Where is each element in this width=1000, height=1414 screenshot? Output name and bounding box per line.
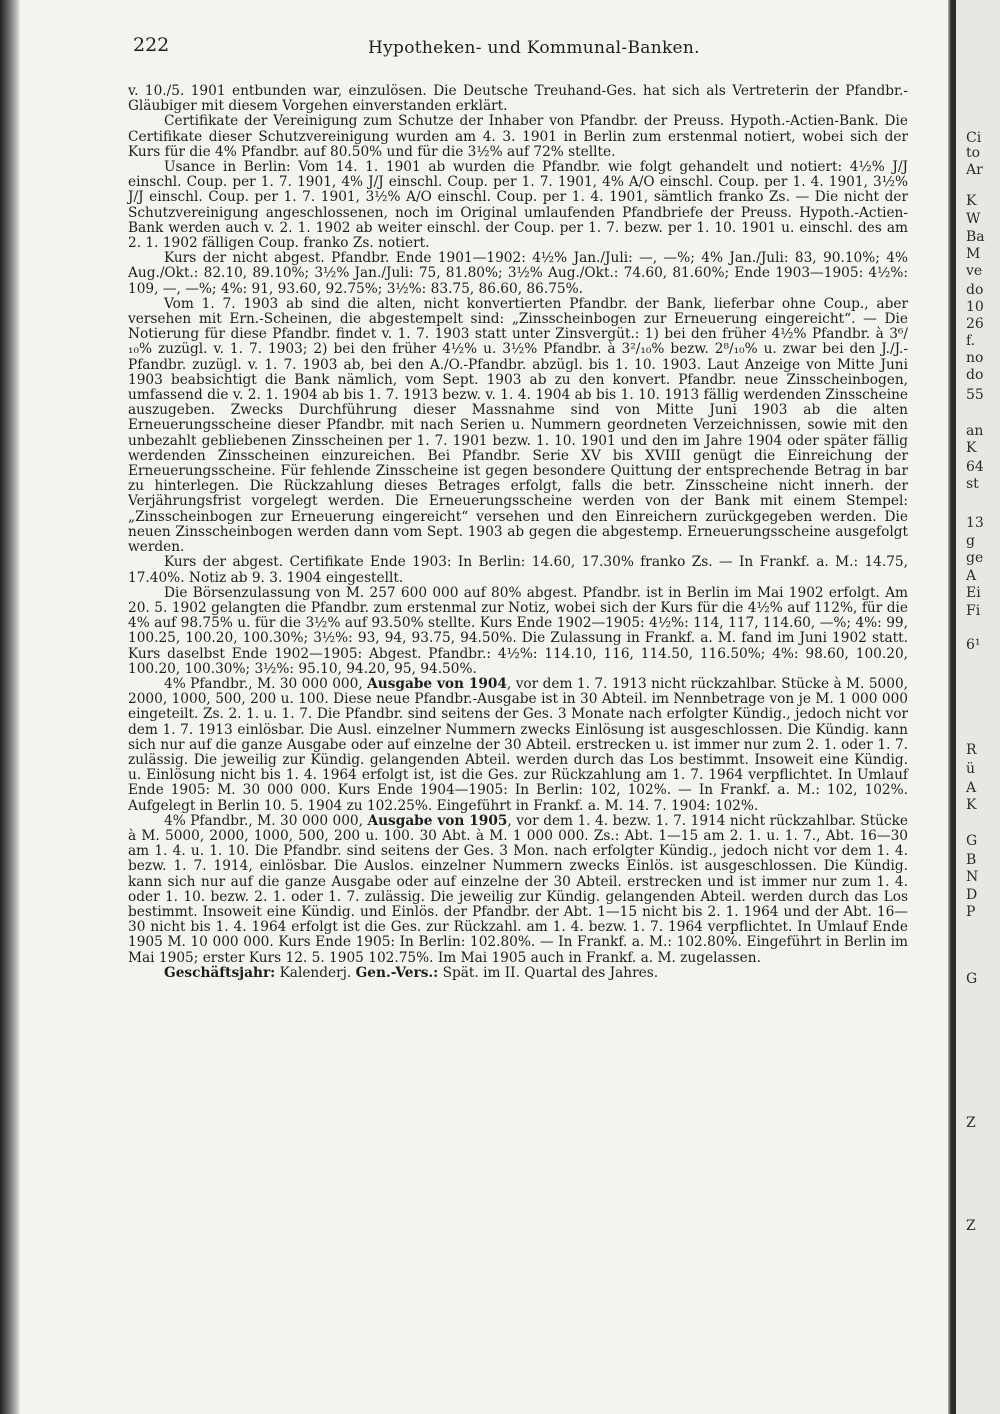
adjacent-page-fragment: K [966,193,977,209]
adjacent-page-fragment: 64 [966,459,984,475]
adjacent-page-fragment: f. [966,333,976,349]
adjacent-page-fragment: D [966,887,978,903]
paragraph: Certifikate der Vereinigung zum Schutze der Inhaber von Pfandbr. der Preuss. Hypoth.-Actien-Bank. Die Certifikate dieser Schutzvereinigung wurden am 4. 3. 1901 in Berlin zum erstenmal notiert, wobei sich der Kurs für die 4% Pfandbr. auf 80.50% und für die 3½% auf 72% stellte. [128,113,908,160]
adjacent-page-edge [948,0,1000,1414]
adjacent-page-fragment: R [966,742,977,758]
adjacent-page-fragment: Z [966,1218,976,1234]
adjacent-page-fragment: A [966,780,977,796]
adjacent-page-fragment: ge [966,550,984,566]
adjacent-page-fragment: to [966,145,981,161]
adjacent-page-fragment: an [966,423,984,439]
adjacent-page-fragment: P [966,904,976,920]
adjacent-page-fragment: 55 [966,387,984,403]
book-spine-shadow [0,0,20,1414]
paragraph: Die Börsenzulassung von M. 257 600 000 auf 80% abgest. Pfandbr. ist in Berlin im Mai 1902 erfolgt. Am 20. 5. 1902 gelangten die Pfandbr. zum erstenmal zur Notiz, wobei sich der Kurs für die 4½% auf 112%, für die 4% auf 98.75% u. für die 3½% auf 93.50% stellte. Kurs Ende 1902—1905: 4½%: 114, 117, 114.60, —%; 4%: 99, 100.25, 100.20, 100.30%; 3½%: 93, 94, 93.75, 94.50%. Die Zulassung in Frankf. a. M. fand im Juni 1902 statt. Kurs daselbst Ende 1902—1905: Abgest. Pfandbr.: 4½%: 114.10, 116, 114.50, 116.50%; 4%: 98.60, 100.20, 100.20, 100.30%; 3½%: 95.10, 94.20, 95, 94.50%. [128,584,908,677]
adjacent-page-fragment: ve [966,263,983,279]
adjacent-page-fragment: Ba [966,229,985,245]
page-number: 222 [133,34,170,56]
paragraph: Usance in Berlin: Vom 14. 1. 1901 ab wurden die Pfandbr. wie folgt gehandelt und notiert: 4½% J/J einschl. Coup. per 1. 7. 1901, 4% J/J einschl. Coup. per 1. 7. 1901, 4% A/O einschl. Coup. per 1. 4. 1901, 3½% J/J einschl. Coup. per 1. 7. 1901, 3½% A/O einschl. Coup. per 1. 4. 1901, sämtlich franko Zs. — Die nicht der Schutzvereinigung angeschlossenen, noch im Original umlaufenden Pfandbriefe der Preuss. Hypoth.-Actien-Bank werden auch v. 2. 1. 1902 ab weiter einschl. der Coup. per 1. 7. bezw. per 1. 10. 1901 u. einschl. des am 2. 1. 1902 fälligen Coup. franko Zs. notiert. [128,159,908,252]
issue-title: Ausgabe von 1904 [367,675,507,692]
body-text [128,84,908,981]
paragraph: Kurs der abgest. Certifikate Ende 1903: In Berlin: 14.60, 17.30% franko Zs. — In Frankf. a. M.: 14.75, 17.40%. Notiz ab 9. 3. 1904 eingestellt. [128,554,908,586]
general-meeting-label: Gen.-Vers.: [355,964,439,981]
adjacent-page-fragment: do [966,367,984,383]
adjacent-page-fragment: Ei [966,585,981,601]
issue-title: Ausgabe von 1905 [367,812,508,829]
paragraph: Vom 1. 7. 1903 ab sind die alten, nicht konvertierten Pfandbr. der Bank, lieferbar ohne Coup., aber versehen mit Ern.-Scheinen, die abgestempelt sind: „Zinsscheinbogen zur Erneuerung eingereicht“. — Die Notierung für diese Pfandbr. findet v. 1. 7. 1903 statt unter Zinsvergüt.: 1) bei den früher 4½% Pfandbr. à 3⁶/₁₀% zuzügl. v. 1. 7. 1903; 2) bei den früher 4½% u. 3½% Pfandbr. à 3²/₁₀% bezw. 2⁸/₁₀% u. zwar bei den J./J.-Pfandbr. zuzügl. v. 1. 7. 1903 ab, bei den A./O.-Pfandbr. abzügl. bis 1. 10. 1903. Laut Anzeige von Mitte Juni 1903 beabsichtigt die Bank nämlich, vom Sept. 1903 ab zu den konvert. Pfandbr. neue Zinsscheinbogen, umfassend die v. 2. 1. 1904 ab bis 1. 7. 1913 bezw. v. 1. 4. 1904 ab bis 1. 10. 1913 fällig werdenden Zinsscheine auszugeben. Zwecks Durchführung dieser Massnahme sind von Mitte Juni 1903 ab die alten Erneuerungsscheine dieser Pfandbr. mit nach Serien u. Nummern geordneten Verzeichnissen, sowie mit den unbezahlt gebliebenen Zinsscheinen per 1. 7. 1901 bezw. 1. 10. 1901 und den im Jahre 1904 oder später fällig werdenden Zinsscheinen einzureichen. Bei Pfandbr. Serie XV bis XVIII genügt die Einreichung der Erneuerungsscheine. Für fehlende Zinsscheine ist gegen besondere Quittung der entsprechende Betrag in bar zu hinterlegen. Die Rückzahlung dieses Betrages erfolgt, falls die betr. Zinsscheine nicht innerh. der Verjährungsfrist vorgelegt werden. Die Erneuerungsscheine werden von der Bank mit einem Stempel: „Zinsscheinbogen zur Erneuerung eingereicht“ versehen und den Einreichern zurückgegeben werden. Die neuen Zinsscheinbogen werden dann vom Sept. 1903 ab gegen die abgestemp. Erneuerungsscheine ausgefolgt werden. [128,295,908,556]
issue-text: , vor dem 1. 4. bezw. 1. 7. 1914 nicht rückzahlbar. Stücke à M. 5000, 2000, 1000, 500, 200 u. 100. 30 Abt. à M. 1 000 000. Zs.: Abt. 1—15 am 2. 1. u. 1. 7., Abt. 16—30 am 1. 4. u. 1. 10. Die Pfandbr. sind seitens der Ges. 3 Mon. nach erfolgter Kündig., jedoch nicht vor dem 1. 4. bezw. 1. 7. 1914, einlösbar. Die Auslos. einzelner Nummern zwecks Einlös. ist ausgeschlossen. Die Kündig. kann sich nur auf die ganze Ausgabe oder auf einzelne der 30 Abteil. erstrecken und ist immer nur zum 1. 4. oder 1. 10. bezw. 2. 1. oder 1. 7. zulässig. Die jeweilig zur Kündig. gelangenden Abteil. werden durch das Los bestimmt. Insoweit eine Kündig. und Einlös. der Pfandbr. der Abt. 1—15 nicht bis 2. 1. 1964 und der Abt. 16—30 nicht bis 1. 4. 1964 erfolgt ist die Ges. zur Rückzahl. am 1. 4. bezw. 1. 7. 1964 verpflichtet. In Umlauf Ende 1905 M. 10 000 000. Kurs Ende 1905: In Berlin: 102.80%. — In Frankf. a. M.: 102.80%. Eingeführt in Berlin im Mai 1905; erster Kurs 12. 5. 1905 102.75%. Im Mai 1905 auch in Frankf. a. M. zugelassen. [128,812,909,966]
adjacent-page-fragment: ü [966,761,976,777]
adjacent-page-fragment: st [966,476,979,492]
adjacent-page-fragment: W [966,211,981,227]
adjacent-page-fragment: Z [966,1115,976,1131]
adjacent-page-fragment: A [966,568,977,584]
adjacent-page-fragment: 26 [966,316,984,332]
adjacent-page-fragment: Ar [966,162,983,178]
adjacent-page-fragment: B [966,852,977,868]
adjacent-page-fragment: M [966,246,981,262]
adjacent-page-fragment: no [966,350,984,366]
adjacent-page-strip [956,0,1000,1414]
adjacent-page-fragment: K [966,440,977,456]
issue-lead: 4% Pfandbr., M. 30 000 000, [164,675,368,692]
paragraph-issue-1905 [128,814,908,966]
adjacent-page-fragment: N [966,869,979,885]
adjacent-page-fragment: 6¹ [966,637,981,653]
issue-text: , vor dem 1. 7. 1913 nicht rückzahlbar. Stücke à M. 5000, 2000, 1000, 500, 200 u. 100. Diese neue Pfandbr.-Ausgabe ist in 30 Abteil. im Nennbetrage von je M. 1 000 000 eingeteilt. Zs. 2. 1. u. 1. 7. Die Pfandbr. sind seitens der Ges. 3 Monate nach erfolgter Kündig., jedoch nicht vor dem 1. 7. 1913 einlösbar. Die Ausl. einzelner Nummern zwecks Einlösung ist ausgeschlossen. Die Kündig. kann sich nur auf die ganze Ausgabe oder auf einzelne der 30 Abteil. erstrecken u. ist immer nur zum 2. 1. oder 1. 7. zulässig. Die jeweilig zur Kündig. gelangenden Abteil. werden durch das Los bestimmt. Insoweit eine Kündig. u. Einlösung nicht bis 1. 4. 1964 erfolgt ist, ist die Ges. zur Rückzahlung am 1. 7. 1964 verpflichtet. In Umlauf Ende 1905: M. 30 000 000. Kurs Ende 1904—1905: In Berlin: 102, 102%. — In Frankf. a. M.: 102, 102%. Aufgelegt in Berlin 10. 5. 1904 zu 102.25%. Eingeführt in Frankf. a. M. 14. 7. 1904: 102%. [128,675,909,814]
running-head: Hypotheken- und Kommunal-Banken. [368,38,700,58]
adjacent-page-fragment: do [966,282,984,298]
adjacent-page-fragment: Fi [966,603,981,619]
footer-line [128,966,908,981]
adjacent-page-fragment: G [966,971,978,987]
adjacent-page-fragment: 10 [966,299,984,315]
adjacent-page-fragment: g [966,533,975,549]
paragraph: Kurs der nicht abgest. Pfandbr. Ende 1901—1902: 4½% Jan./Juli: —, —%; 4% Jan./Juli: 83, 90.10%; 4% Aug./Okt.: 82.10, 89.10%; 3½% Jan./Juli: 75, 81.80%; 3½% Aug./Okt.: 74.60, 81.60%; Ende 1903—1905: 4½%: 109, —, —%; 4%: 91, 93.60, 92.75%; 3½%: 83.75, 86.60, 86.75%. [128,250,908,297]
adjacent-page-fragment: K [966,797,977,813]
adjacent-page-fragment: 13 [966,515,984,531]
adjacent-page-fragment: G [966,833,978,849]
adjacent-page-fragment: Ci [966,130,982,146]
issue-lead: 4% Pfandbr., M. 30 000 000, [164,812,368,829]
fiscal-year-label: Geschäftsjahr: [164,964,276,981]
fiscal-year-value: Kalenderj. [275,964,356,981]
paragraph: v. 10./5. 1901 entbunden war, einzulösen. Die Deutsche Treuhand-Ges. hat sich als Vertreterin der Pfandbr.-Gläubiger mit diesem Vorgehen einverstanden erklärt. [128,83,908,115]
paragraph-issue-1904 [128,677,908,814]
general-meeting-value: Spät. im II. Quartal des Jahres. [438,964,659,981]
